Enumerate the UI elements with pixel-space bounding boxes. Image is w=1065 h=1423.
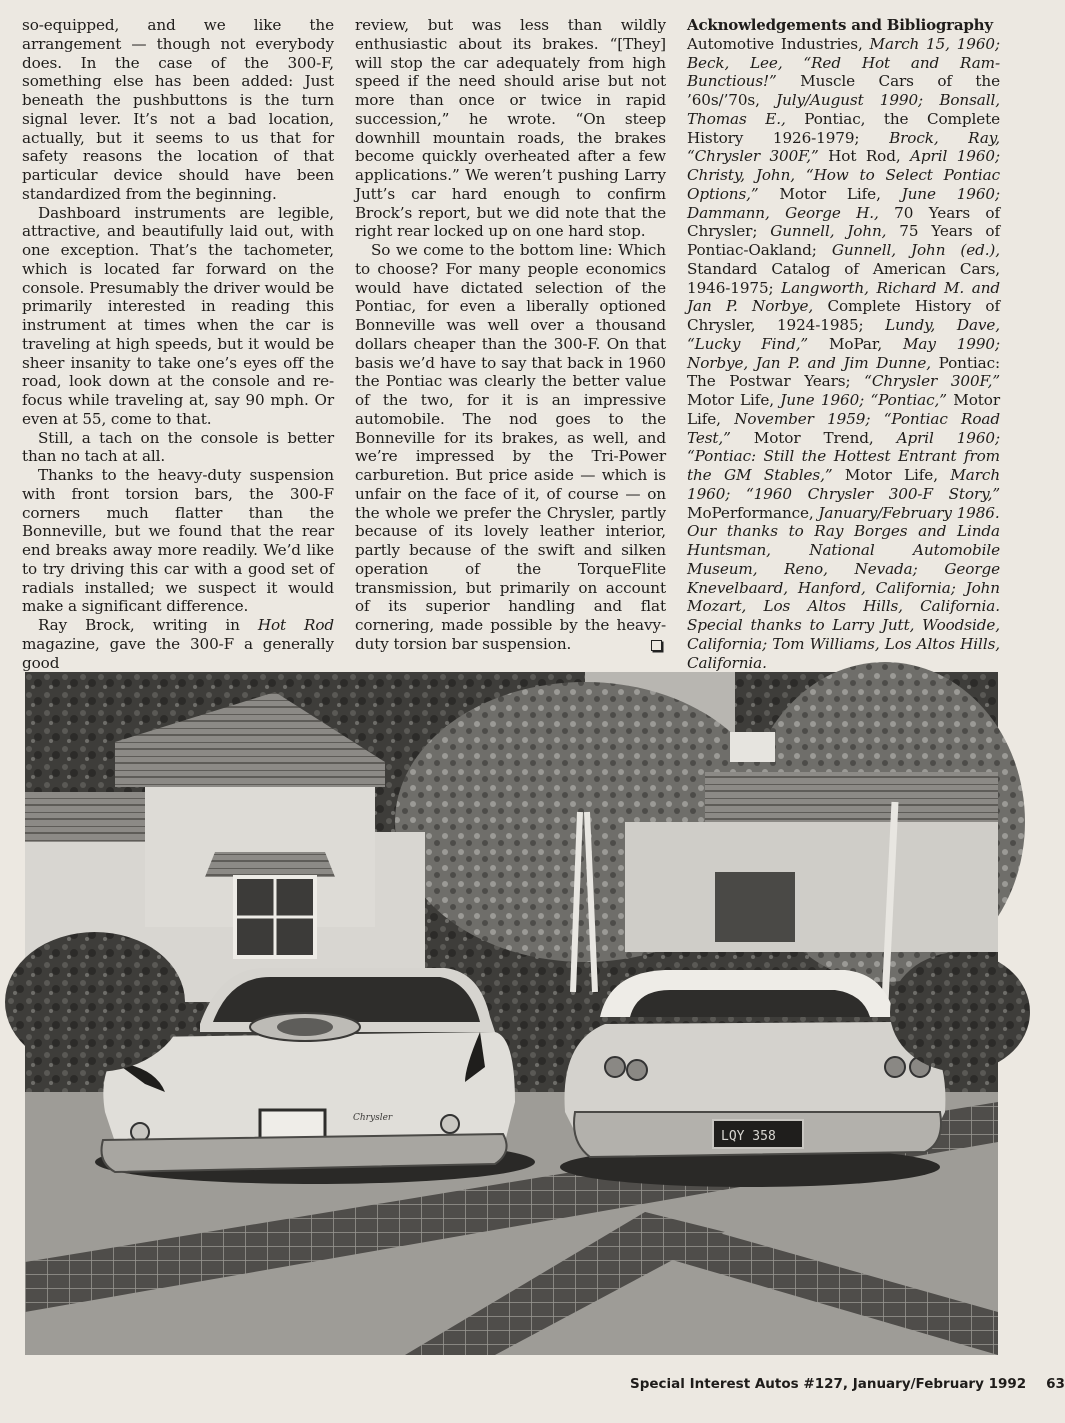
bib-roman-run: Motor Trend, <box>730 428 897 447</box>
shrub-left <box>5 932 185 1072</box>
bib-roman-run: Hot Rod, <box>818 147 911 166</box>
bib-roman-run: MoPar, <box>808 334 903 353</box>
house-shutters <box>715 872 795 942</box>
publication-title: Hot Rod <box>257 616 334 634</box>
bib-italic-run: “Chrysler 300F,” <box>864 372 1000 391</box>
tail-light-right <box>441 1115 459 1133</box>
bib-italic-run: Gunnell, John (ed.), <box>831 241 1000 259</box>
chrysler-script-badge: Chrysler <box>353 1113 393 1123</box>
house-tile-roof-right <box>705 772 998 822</box>
bib-italic-run: March 1960; “1960 Chrysler 300-F Story,” <box>687 466 1000 503</box>
bib-italic-run: Lundy, Dave, “Lucky Find,” <box>687 316 1000 353</box>
bib-roman-run: Motor Life, <box>832 466 951 484</box>
bib-roman-run: Standard Catalog of American Cars, 1946-1975; <box>687 259 1000 297</box>
bib-roman-run: Motor Life, <box>687 391 781 409</box>
article-column-1 <box>22 16 334 672</box>
paragraph: so-equipped, and we like the arrangement — though not everybody does. In the case of the 300-F, something else has been added: Just beneath the pushbuttons is the turn signal lever. It’s not a bad location, actually, but it seems to us that for safety reasons the location of that particular device should have been standardized from the beginning. <box>22 16 334 203</box>
bib-roman-run: Automotive Industries, <box>687 34 870 53</box>
tail-light-left <box>131 1123 149 1141</box>
bib-italic-run: June 1960; “Pontiac,” <box>780 391 947 409</box>
paragraph <box>22 616 334 672</box>
cars-photograph <box>25 672 998 1355</box>
publication-credit: Special Interest Autos #127, January/February 1992 <box>630 1376 1027 1392</box>
sidebar-acknowledgements <box>687 16 1000 672</box>
bib-roman-run: 70 Years of Chrysler; <box>687 203 1000 241</box>
page-footer <box>630 1376 1065 1392</box>
bib-roman-run: Muscle Cars of the ’60s/’70s, <box>687 72 1000 109</box>
window-awning <box>205 852 335 877</box>
bibliography <box>687 35 1000 523</box>
photo-illustration <box>25 672 998 1355</box>
house-wall-right <box>625 822 998 952</box>
paragraph: Dashboard instruments are legible, attractive, and beautifully laid out, with one exception. That’s the tachometer, which is located far forward on the console. Presumably the driver would be primarily interested in reading this instrument at times when the car is traveling at high speeds, but it would be sheer insanity to take one’s eyes off the road, look down at the console and re-focus while traveling at, say 90 mph. Or even at 55, come to that. <box>22 203 334 428</box>
bib-italic-run: May 1990; Norbye, Jan P. and Jim Dunne, <box>687 334 1000 372</box>
thanks-paragraph <box>687 522 1000 672</box>
shrub-right <box>890 952 1030 1072</box>
text-run: magazine, gave the 300-F a generally good <box>22 634 334 672</box>
bib-italic-run: March 15, 1960; Beck, Lee, “Red Hot and Ram-Bunctious!” <box>687 34 1000 91</box>
bib-roman-run: Pontiac, the Complete History 1926-1979; <box>687 109 1001 147</box>
house-tile-roof-left <box>25 792 165 842</box>
end-mark-icon <box>651 640 662 651</box>
paragraph <box>355 241 666 654</box>
bib-roman-run: 75 Years of Pontiac-Oakland; <box>687 222 1000 259</box>
bib-italic-run: November 1959; “Pontiac Road Test,” <box>687 409 1001 447</box>
bib-italic-run: January/February 1986. <box>818 503 1000 522</box>
paragraph: Thanks to the heavy-duty suspension with front torsion bars, the 300-F corners much flatter than the Bonneville, but we found that the rear end breaks away more readily. We’d like to try driving this car with a good set of radials installed; we suspect it would make a significant difference. <box>22 466 334 616</box>
page-number: 63 <box>1046 1376 1065 1392</box>
bib-roman-run: Pontiac: The Postwar Years; <box>687 353 1000 391</box>
bib-roman-run: MoPerformance, <box>687 503 819 522</box>
bib-roman-run: Motor Life, <box>687 391 1000 428</box>
bib-italic-run: Langworth, Richard M. and Jan P. Norbye, <box>687 278 1001 316</box>
thanks-text: Our thanks to Ray Borges and Linda Huntsman, National Automobile Museum, Reno, Nevada; George Knevelbaard, Hanford, California; John Mozart, Los Altos Hills, California. Special thanks to Larry Jutt, Woodside, California; Tom Williams, Los Altos Hills, California. <box>687 522 1000 672</box>
article-column-2 <box>355 16 666 654</box>
bib-roman-run: Motor Life, <box>758 184 902 203</box>
text-run: So we come to the bottom line: Which to choose? For many people economics would have dictated selection of the Pontiac, for even a liberally optioned Bonneville was well over a thousand dollars cheaper than the 300-F. On that basis we’d have to say that back in 1960 the Pontiac was clearly the better value of the two, for it is an impressive automobile. The nod goes to the Bonneville for its brakes, as well, and we’re impressed by the Tri-Power carburetion. But price aside — which is unfair on the face of it, of course — on the whole we prefer the Chrysler, partly because of its lovely leather interior, partly because of the swift and silken operation of the TorqueFlite transmission, but primarily on account of its superior handling and flat cornering, made possible by the heavy-duty torsion bar suspension. <box>355 241 666 653</box>
bib-italic-run: April 1960; “Pontiac: Still the Hottest Entrant from the GM Stables,” <box>687 428 1000 484</box>
paragraph: Still, a tach on the console is better than no tach at all. <box>22 428 334 466</box>
bib-italic-run: June 1960; Dammann, George H., <box>687 184 1000 222</box>
paragraph: review, but was less than wildly enthusiastic about its brakes. “[They] will stop the car adequately from high speed if the need should arise but not more than once or twice in rapid succession,” he wrote. “On steep downhill mountain roads, the brakes become quickly overheated after a few applications.” We weren’t pushing Larry Jutt’s car hard enough to confirm Brock’s report, but we did note that the right rear locked up on one hard stop. <box>355 16 666 241</box>
bib-roman-run: Complete History of Chrysler, 1924-1985; <box>687 297 1000 334</box>
bib-italic-run: July/August 1990; Bonsall, Thomas E., <box>687 91 1000 128</box>
rear-window <box>630 990 870 1017</box>
bib-italic-run: April 1960; Christy, John, “How to Select Pontiac Options,” <box>687 147 1000 203</box>
pontiac-bonneville-car <box>560 970 945 1187</box>
text-run: Ray Brock, writing in <box>38 616 258 634</box>
bib-italic-run: Brock, Ray, “Chrysler 300F,” <box>687 128 1000 166</box>
bib-italic-run: Gunnell, John, <box>770 222 887 241</box>
chimney <box>730 732 775 762</box>
pontiac-plate-text: LQY 358 <box>721 1129 776 1144</box>
sidebar-heading: Acknowledgements and Bibliography <box>687 16 993 34</box>
